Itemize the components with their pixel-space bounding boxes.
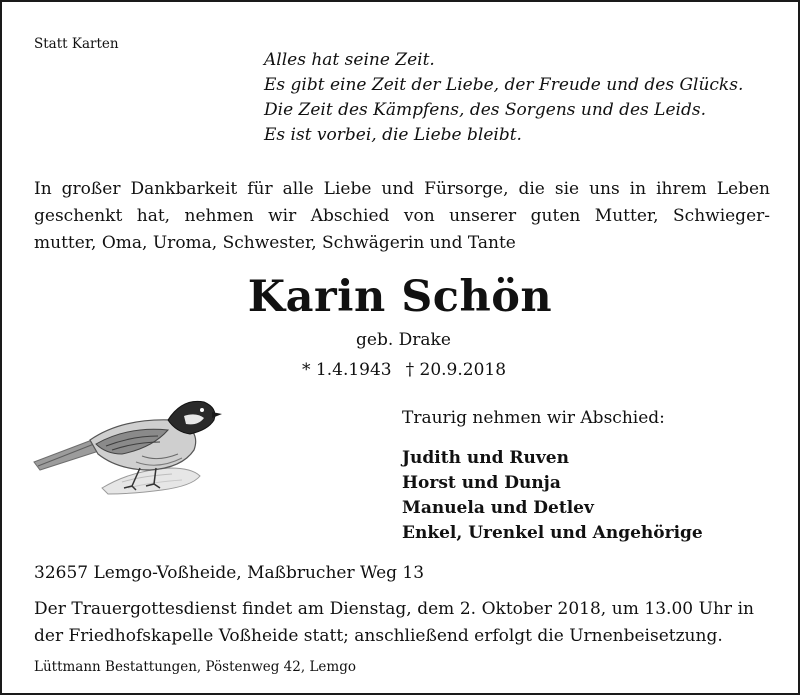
undertaker-info: Lüttmann Bestattungen, Pöstenweg 42, Lemgo xyxy=(34,659,356,675)
service-line: der Friedhofskapelle Voßheide statt; anschließend erfolgt die Urnenbeisetzung. xyxy=(34,626,723,646)
bird-illustration-icon xyxy=(32,390,222,506)
maiden-name: geb. Drake xyxy=(356,330,451,350)
mourners-list xyxy=(402,446,703,546)
intro-line: In großer Dankbarkeit für alle Liebe und Fürsorge, die sie uns in ihrem Leben xyxy=(34,179,770,199)
intro-line: geschenkt hat, nehmen wir Abschied von unserer guten Mutter, Schwieger- xyxy=(34,206,770,226)
mourner-entry: Manuela und Detlev xyxy=(402,498,594,518)
poem xyxy=(264,48,743,148)
intro-line: mutter, Oma, Uroma, Schwester, Schwägerin und Tante xyxy=(34,233,516,253)
death-date: † 20.9.2018 xyxy=(405,360,507,380)
poem-line: Die Zeit des Kämpfens, des Sorgens und des Leids. xyxy=(264,100,706,120)
mourner-entry: Enkel, Urenkel und Angehörige xyxy=(402,523,703,543)
poem-line: Es gibt eine Zeit der Liebe, der Freude und des Glücks. xyxy=(264,75,744,95)
birth-date: * 1.4.1943 xyxy=(302,360,392,380)
header-note: Statt Karten xyxy=(34,36,119,52)
poem-line: Alles hat seine Zeit. xyxy=(264,50,435,70)
deceased-name: Karin Schön xyxy=(247,272,553,322)
mourner-entry: Judith und Ruven xyxy=(402,448,569,468)
poem-line: Es ist vorbei, die Liebe bleibt. xyxy=(264,125,522,145)
service-info xyxy=(34,596,754,650)
life-dates xyxy=(302,360,520,380)
mourner-entry: Horst und Dunja xyxy=(402,473,561,493)
family-address: 32657 Lemgo-Voßheide, Maßbrucher Weg 13 xyxy=(34,563,425,583)
intro-text xyxy=(34,176,770,257)
service-line: Der Trauergottesdienst findet am Dienstag, dem 2. Oktober 2018, um 13.00 Uhr in xyxy=(34,599,754,619)
mourners-intro: Traurig nehmen wir Abschied: xyxy=(402,408,665,428)
